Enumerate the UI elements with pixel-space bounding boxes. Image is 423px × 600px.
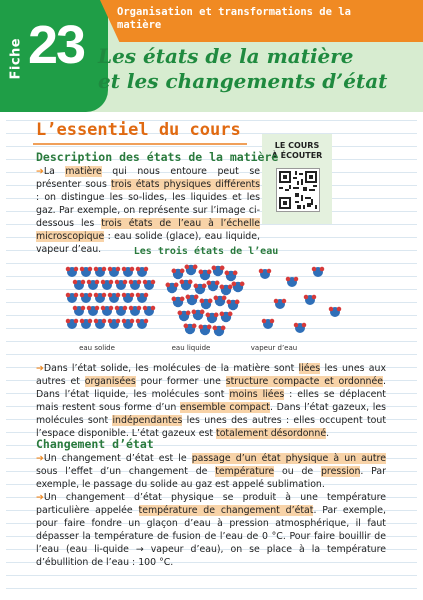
audio-course-panel[interactable] (262, 134, 332, 224)
water-molecule (294, 323, 307, 333)
water-molecule (80, 319, 93, 329)
water-molecule (80, 267, 93, 277)
qr-code-icon[interactable] (276, 168, 320, 212)
rule-line (6, 588, 417, 589)
water-molecule (166, 283, 179, 294)
water-molecule (232, 282, 245, 293)
water-molecule (143, 306, 156, 316)
water-molecule (87, 306, 100, 316)
water-molecule (73, 306, 86, 316)
water-molecule (143, 280, 156, 290)
arrow-icon: ➔ (36, 166, 44, 177)
water-molecule (262, 319, 275, 329)
water-molecule (172, 269, 185, 280)
water-molecule (80, 293, 93, 303)
water-molecule (129, 306, 142, 316)
water-molecule (94, 293, 107, 303)
water-molecule (186, 295, 199, 306)
rule-line (6, 146, 417, 147)
water-molecule (312, 267, 325, 277)
water-molecule (207, 281, 220, 292)
water-molecule (73, 280, 86, 290)
water-molecule (115, 306, 128, 316)
change-paragraph-2: ➔Un changement d’état physique se produit à une température particulière appelée température de changement d’état. Par exemple, pour faire fondre un glaçon d’eau à pression atmosphérique, il faut dépasser la température de fusion de l’eau de 0 °C. Pour faire bouillir de l’eau (eau li-quide → vapeur d’eau), on se place à la température d’ébullition de l’eau : 100 °C. (36, 492, 386, 568)
water-molecule (115, 280, 128, 290)
water-molecule (172, 297, 185, 308)
water-molecule (227, 300, 240, 311)
water-molecule (122, 319, 135, 329)
water-molecule (180, 280, 193, 291)
water-molecule (185, 265, 198, 276)
water-molecule (220, 285, 233, 296)
states-paragraph: ➔Dans l’état solide, les molécules de la matière sont liées les unes aux autres et organisées pour former une structure compacte et ordonnée. Dans l’état liquide, les molécules sont moins liées : elles se déplacent mais restent sous forme d’un ensemble compact. Dans l’état gazeux, les molécules sont indépendantes les unes des autres : elles occupent tout l’espace disponible. L’état gazeux est totalement désordonné. (36, 363, 386, 439)
water-molecule (108, 293, 121, 303)
water-molecule (129, 280, 142, 290)
water-molecule (108, 319, 121, 329)
water-molecule (199, 325, 212, 336)
water-molecule (136, 319, 149, 329)
water-molecule (259, 269, 272, 279)
arrow-icon: ➔ (36, 453, 44, 464)
fiche-number: 23 (28, 15, 85, 75)
page-title (98, 44, 418, 94)
caption-liquid: eau liquide (171, 344, 211, 352)
water-molecule (94, 267, 107, 277)
water-molecule (213, 326, 226, 337)
water-molecule (286, 277, 299, 287)
water-molecule (199, 270, 212, 281)
section-title: L’essentiel du cours (36, 120, 241, 140)
water-molecule (66, 293, 79, 303)
water-molecule (184, 324, 197, 335)
water-molecule (136, 267, 149, 277)
arrow-icon: ➔ (36, 363, 44, 374)
water-states-illustration (60, 262, 360, 342)
water-molecule (194, 284, 207, 295)
water-molecule (101, 280, 114, 290)
water-molecule (220, 312, 233, 323)
category-label: Organisation et transformations de la matière (117, 6, 351, 31)
change-paragraph-1: ➔Un changement d’état est le passage d’un état physique à un autre sous l’effet d’un changement de température ou de pression. Par exemple, le passage du solide au gaz est appelé sublimation. (36, 453, 386, 490)
section-underline (33, 143, 247, 145)
water-molecule (225, 271, 238, 282)
audio-label-line-2: À ÉCOUTER (271, 151, 323, 160)
rule-line (6, 354, 417, 355)
arrow-icon: ➔ (36, 492, 44, 503)
audio-label-line-1: LE COURS (274, 141, 320, 150)
water-molecule (274, 299, 287, 309)
caption-gas: vapeur d’eau (250, 344, 298, 352)
water-molecule (178, 311, 191, 322)
title-line-1: Les états de la matière (98, 44, 354, 68)
water-molecule (108, 267, 121, 277)
water-molecule (66, 319, 79, 329)
water-molecule (329, 307, 342, 317)
subhead-change: Changement d’état (36, 437, 154, 451)
description-paragraph: ➔La matière qui nous entoure peut se présenter sous trois états physiques différents : on distingue les so-lides, les liquides et les gaz. Par exemple, on représente sur l’image ci-dessous les trois états de l’eau à l’échelle microscopique : eau solide (glace), eau liquide, vapeur d’eau. (36, 166, 260, 255)
water-molecule (101, 306, 114, 316)
water-molecule (136, 293, 149, 303)
fiche-tab (0, 0, 108, 112)
title-line-2: et les changements d’état (98, 69, 388, 93)
figure-title: Les trois états de l’eau (133, 246, 279, 257)
fiche-label: Fiche (8, 37, 24, 80)
subhead-description: Description des états de la matière (36, 150, 279, 164)
water-molecule (122, 293, 135, 303)
water-molecule (94, 319, 107, 329)
water-molecule (192, 310, 205, 321)
water-molecule (200, 299, 213, 310)
water-molecule (212, 266, 225, 277)
water-molecule (122, 267, 135, 277)
water-molecule (66, 267, 79, 277)
rule-line (6, 575, 417, 576)
water-molecule (87, 280, 100, 290)
water-molecule (304, 295, 317, 305)
water-molecule (206, 313, 219, 324)
water-molecule (214, 296, 227, 307)
caption-solid: eau solide (79, 344, 115, 352)
